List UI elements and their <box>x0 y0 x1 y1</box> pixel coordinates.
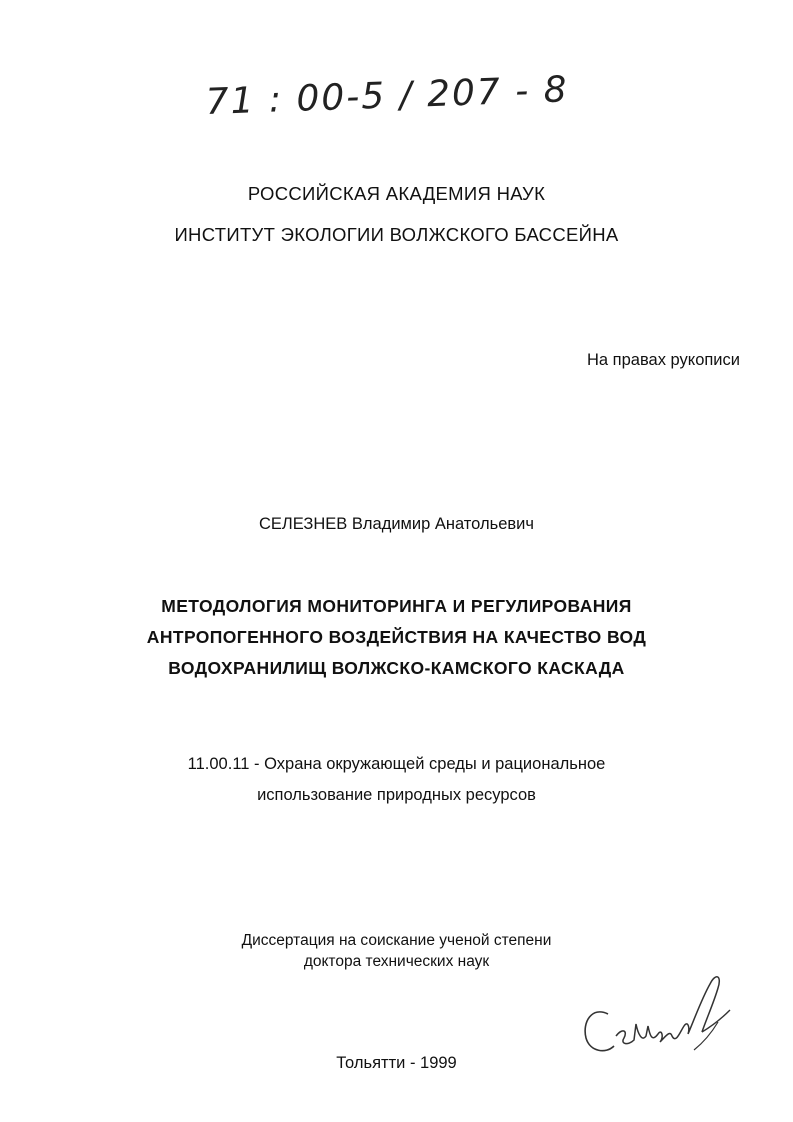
thesis-title-line-2: АНТРОПОГЕННОГО ВОЗДЕЙСТВИЯ НА КАЧЕСТВО ВОД <box>146 627 647 647</box>
catalog-number: 71 : 00-5 / 207 - 8 <box>205 69 570 123</box>
degree-line-2: доктора технических наук <box>303 953 490 970</box>
specialty-line-1: 11.00.11 - Охрана окружающей среды и рациональное <box>187 755 606 773</box>
author-name: СЕЛЕЗНЕВ Владимир Анатольевич <box>259 515 534 533</box>
city-year: Тольятти - 1999 <box>336 1054 457 1072</box>
rights-note: На правах рукописи <box>587 351 740 369</box>
thesis-title-line-1: МЕТОДОЛОГИЯ МОНИТОРИНГА И РЕГУЛИРОВАНИЯ <box>161 596 632 616</box>
author-signature <box>572 962 742 1072</box>
degree-line-1: Диссертация на соискание ученой степени <box>241 932 552 949</box>
specialty-line-2: использование природных ресурсов <box>257 786 536 804</box>
thesis-title-line-3: ВОДОХРАНИЛИЩ ВОЛЖСКО-КАМСКОГО КАСКАДА <box>168 658 625 678</box>
institute-name: ИНСТИТУТ ЭКОЛОГИИ ВОЛЖСКОГО БАССЕЙНА <box>174 224 619 245</box>
academy-name: РОССИЙСКАЯ АКАДЕМИЯ НАУК <box>247 183 546 204</box>
